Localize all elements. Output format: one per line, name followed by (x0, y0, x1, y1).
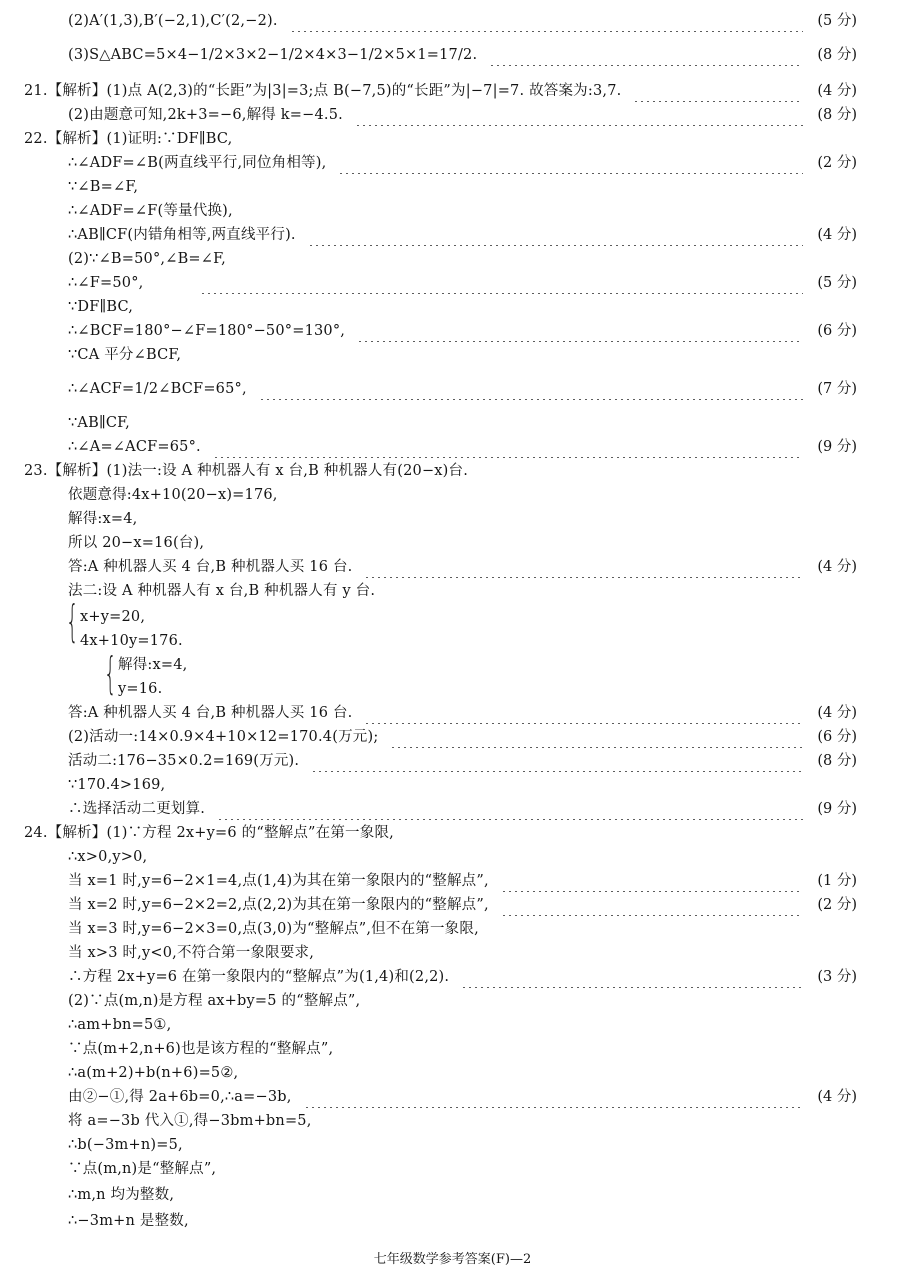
page-footer: 七年级数学参考答案(F)—2 (373, 1252, 532, 1267)
answer-text: (2)由题意可知,2k+3=−6,解得 k=−4.5. (68, 107, 343, 123)
score-label: (4 分) (817, 1089, 857, 1105)
answer-text: ∴∠F=50°, (68, 275, 144, 291)
answer-line (0, 1158, 905, 1180)
answer-line (0, 1210, 905, 1232)
answer-text: (2)活动一:14×0.9×4+10×12=170.4(万元); (68, 729, 379, 745)
answer-line (0, 176, 905, 198)
answer-line (0, 556, 905, 578)
answer-text: ∵点(m,n)是“整解点”, (68, 1161, 217, 1177)
answer-line (0, 104, 905, 126)
answer-line (0, 580, 905, 602)
answer-line (0, 248, 905, 270)
answer-text: ∴b(−3m+n)=5, (68, 1137, 183, 1153)
answer-text: 4x+10y=176. (80, 633, 183, 649)
answer-line (0, 460, 905, 482)
dot-leader (290, 10, 803, 32)
score-label: (1 分) (817, 873, 857, 889)
answer-text: ∴∠A=∠ACF=65°. (68, 439, 201, 455)
answer-line (0, 654, 905, 676)
score-label: (6 分) (817, 323, 857, 339)
score-label: (5 分) (817, 275, 857, 291)
answer-text: 当 x=2 时,y=6−2×2=2,点(2,2)为其在第一象限内的“整解点”, (68, 897, 489, 913)
answer-text: ∵∠B=∠F, (68, 179, 139, 195)
answer-line (0, 272, 905, 294)
answer-line (0, 606, 905, 628)
answer-text: 24.【解析】(1)∵方程 2x+y=6 的“整解点”在第一象限, (24, 825, 394, 841)
answer-line (0, 296, 905, 318)
score-label: (9 分) (817, 801, 857, 817)
dot-leader (308, 224, 803, 246)
dot-leader (364, 556, 803, 578)
answer-line (0, 152, 905, 174)
answer-text: 21.【解析】(1)点 A(2,3)的“长距”为|3|=3;点 B(−7,5)的“长距”为|−7|=7. 故答案为:3,7. (24, 83, 622, 99)
answer-line (0, 1038, 905, 1060)
score-label: (4 分) (817, 559, 857, 575)
answer-line (0, 412, 905, 434)
answer-line (0, 870, 905, 892)
answer-line (0, 894, 905, 916)
answer-line (0, 10, 905, 32)
answer-text: 当 x=1 时,y=6−2×1=4,点(1,4)为其在第一象限内的“整解点”, (68, 873, 489, 889)
dot-leader (364, 702, 803, 724)
score-label: (3 分) (817, 969, 857, 985)
answer-line (0, 436, 905, 458)
answer-line (0, 508, 905, 530)
answer-line (0, 1062, 905, 1084)
answer-line (0, 128, 905, 150)
dot-leader (501, 894, 803, 916)
dot-leader (338, 152, 803, 174)
dot-leader (213, 436, 803, 458)
answer-line (0, 532, 905, 554)
answer-text: ∴∠BCF=180°−∠F=180°−50°=130°, (68, 323, 346, 339)
dot-leader (461, 966, 803, 988)
answer-text: ∴方程 2x+y=6 在第一象限内的“整解点”为(1,4)和(2,2). (68, 969, 450, 985)
answer-text: 所以 20−x=16(台), (68, 535, 205, 551)
answer-text: ∵170.4>169, (68, 777, 166, 793)
answer-text: ∴m,n 均为整数, (68, 1187, 175, 1203)
score-label: (4 分) (817, 227, 857, 243)
answer-text: (2)∵点(m,n)是方程 ax+by=5 的“整解点”, (68, 993, 361, 1009)
answer-line (0, 484, 905, 506)
answer-text: ∴−3m+n 是整数, (68, 1213, 189, 1229)
answer-line (0, 80, 905, 102)
dot-leader (200, 272, 803, 294)
answer-text: ∴∠ADF=∠F(等量代换), (68, 203, 233, 219)
answer-text: (2)∵∠B=50°,∠B=∠F, (68, 251, 226, 267)
answer-text: ∴am+bn=5①, (68, 1017, 172, 1033)
score-label: (8 分) (817, 753, 857, 769)
answer-line (0, 344, 905, 366)
dot-leader (217, 798, 803, 820)
answer-line (0, 822, 905, 844)
answer-line (0, 846, 905, 868)
answer-line (0, 200, 905, 222)
dot-leader (633, 80, 803, 102)
equation-brace: { (66, 596, 79, 647)
answer-text: ∵CA 平分∠BCF, (68, 347, 182, 363)
answer-line (0, 1184, 905, 1206)
answer-line (0, 966, 905, 988)
answer-text: 依题意得:4x+10(20−x)=176, (68, 487, 278, 503)
dot-leader (357, 320, 803, 342)
answer-line (0, 678, 905, 700)
answer-line (0, 726, 905, 748)
answer-text: (2)A′(1,3),B′(−2,1),C′(2,−2). (68, 13, 278, 29)
dot-leader (390, 726, 803, 748)
score-label: (6 分) (817, 729, 857, 745)
answer-text: 由②−①,得 2a+6b=0,∴a=−3b, (68, 1089, 292, 1105)
answer-text: 解得:x=4, (68, 511, 138, 527)
answer-line (0, 44, 905, 66)
answer-line (0, 798, 905, 820)
answer-text: y=16. (118, 681, 163, 697)
answer-text: (3)S△ABC=5×4−1/2×3×2−1/2×4×3−1/2×5×1=17/2. (68, 47, 478, 63)
score-label: (4 分) (817, 83, 857, 99)
answer-line (0, 1086, 905, 1108)
answer-line (0, 1134, 905, 1156)
answer-text: ∴∠ADF=∠B(两直线平行,同位角相等), (68, 155, 327, 171)
dot-leader (311, 750, 803, 772)
answer-text: ∴a(m+2)+b(n+6)=5②, (68, 1065, 239, 1081)
answer-line (0, 918, 905, 940)
answer-text: ∴AB∥CF(内错角相等,两直线平行). (68, 227, 296, 243)
answer-text: 23.【解析】(1)法一:设 A 种机器人有 x 台,B 种机器人有(20−x)台. (24, 463, 469, 479)
answer-text: ∴∠ACF=1/2∠BCF=65°, (68, 381, 247, 397)
dot-leader (304, 1086, 803, 1108)
answer-text: 解得:x=4, (118, 657, 188, 673)
answer-text: 将 a=−3b 代入①,得−3bm+bn=5, (68, 1113, 312, 1129)
answer-line (0, 1014, 905, 1036)
answer-text: 活动二:176−35×0.2=169(万元). (68, 753, 300, 769)
answer-text: 当 x>3 时,y<0,不符合第一象限要求, (68, 945, 315, 961)
score-label: (9 分) (817, 439, 857, 455)
answer-text: x+y=20, (80, 609, 146, 625)
answer-line (0, 320, 905, 342)
answer-line (0, 1110, 905, 1132)
score-label: (8 分) (817, 107, 857, 123)
answer-line (0, 702, 905, 724)
answer-text: ∴x>0,y>0, (68, 849, 148, 865)
answer-text: ∵AB∥CF, (68, 415, 130, 431)
answer-text: 当 x=3 时,y=6−2×3=0,点(3,0)为“整解点”,但不在第一象限, (68, 921, 479, 937)
answer-text: 答:A 种机器人买 4 台,B 种机器人买 16 台. (68, 705, 353, 721)
answer-text: 答:A 种机器人买 4 台,B 种机器人买 16 台. (68, 559, 353, 575)
answer-line (0, 990, 905, 1012)
score-label: (7 分) (817, 381, 857, 397)
answer-line (0, 942, 905, 964)
answer-line (0, 378, 905, 400)
answer-text: ∴选择活动二更划算. (68, 801, 206, 817)
dot-leader (489, 44, 803, 66)
score-label: (4 分) (817, 705, 857, 721)
dot-leader (259, 378, 803, 400)
dot-leader (355, 104, 803, 126)
answer-text: ∵点(m+2,n+6)也是该方程的“整解点”, (68, 1041, 334, 1057)
dot-leader (501, 870, 803, 892)
answer-text: 法二:设 A 种机器人有 x 台,B 种机器人有 y 台. (68, 583, 376, 599)
answer-text: 22.【解析】(1)证明:∵DF∥BC, (24, 131, 233, 147)
score-label: (5 分) (817, 13, 857, 29)
score-label: (2 分) (817, 897, 857, 913)
answer-line (0, 630, 905, 652)
answer-line (0, 750, 905, 772)
equation-brace: { (104, 648, 117, 699)
answer-line (0, 224, 905, 246)
answer-text: ∵DF∥BC, (68, 299, 134, 315)
score-label: (8 分) (817, 47, 857, 63)
answer-line (0, 774, 905, 796)
score-label: (2 分) (817, 155, 857, 171)
